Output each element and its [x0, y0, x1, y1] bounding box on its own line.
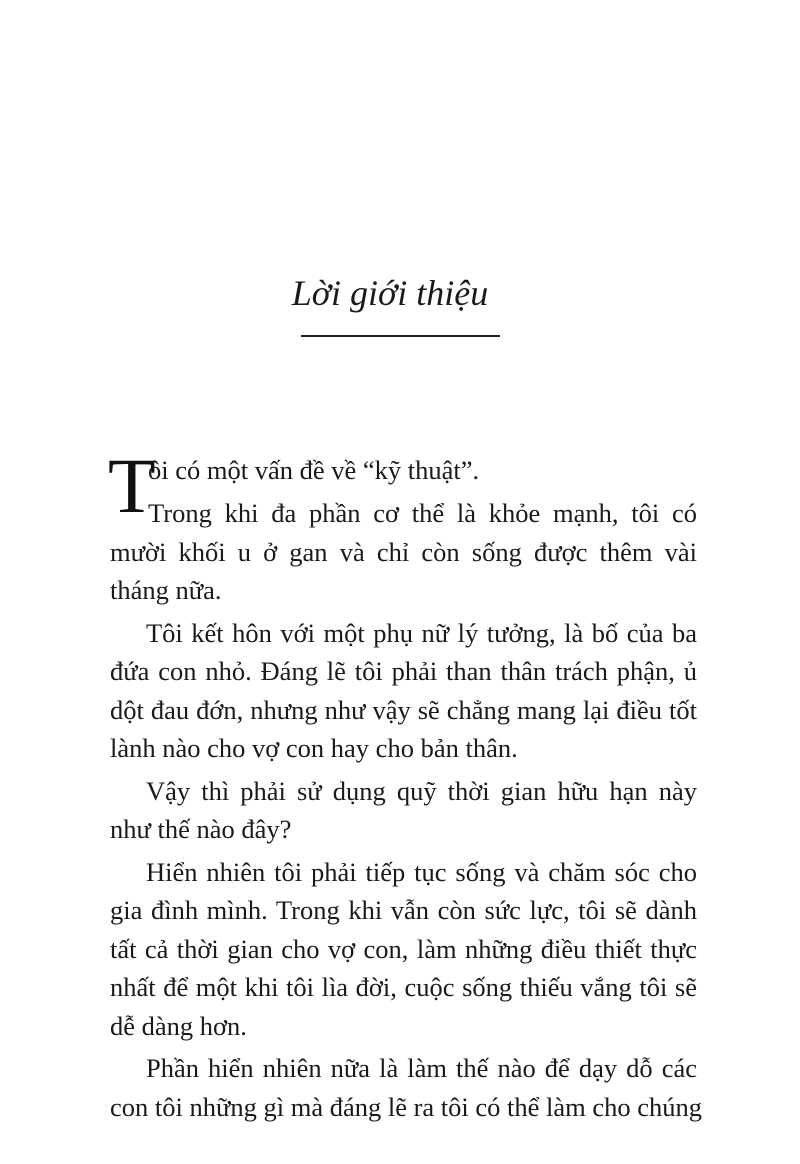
- text-line: Tôi kết hôn với một phụ nữ lý tưởng, là bố của ba: [146, 617, 697, 648]
- text-line: Trong khi đa phần cơ thể là khỏe mạnh, tôi có: [148, 498, 697, 528]
- paragraph-3: [110, 772, 697, 849]
- text-line: tháng nữa.: [110, 575, 222, 605]
- text-line: Vậy thì phải sử dụng quỹ thời gian hữu hạn này: [146, 775, 697, 806]
- text-line: đứa con nhỏ. Đáng lẽ tôi phải than thân trách phận, ủ: [110, 656, 697, 686]
- text-line: Phần hiển nhiên nữa là làm thế nào để dạy dỗ các: [146, 1053, 697, 1083]
- text-line: dột đau đớn, nhưng như vậy sẽ chẳng mang lại điều tốt: [110, 694, 697, 725]
- paragraph-2: [110, 614, 697, 768]
- text-line: tất cả thời gian cho vợ con, làm những điều thiết thực: [110, 933, 697, 964]
- text-line: lành nào cho vợ con hay cho bản thân.: [110, 733, 518, 763]
- text-line: gia đình mình. Trong khi vẫn còn sức lực, tôi sẽ dành: [110, 895, 697, 925]
- paragraph-5: [110, 1049, 703, 1126]
- text-line: con tôi những gì mà đáng lẽ ra tôi có thể làm cho chúng: [110, 1091, 703, 1122]
- text-line: Hiển nhiên tôi phải tiếp tục sống và chăm sóc cho: [146, 856, 697, 887]
- text-line: như thế nào đây?: [110, 814, 292, 844]
- paragraph-4: [110, 853, 697, 1046]
- text-line: nhất để một khi tôi lìa đời, cuộc sống thiếu vắng tôi sẽ: [110, 972, 697, 1002]
- chapter-title: Lời giới thiệu: [291, 273, 489, 313]
- drop-cap: T: [108, 442, 156, 529]
- title-underline-divider: [301, 335, 500, 337]
- text-line: ôi có một vấn đề về “kỹ thuật”.: [148, 455, 480, 485]
- text-line: dễ dàng hơn.: [110, 1010, 247, 1041]
- chapter-body: [108, 442, 703, 1130]
- paragraph-1: [108, 442, 697, 610]
- text-line: mười khối u ở gan và chỉ còn sống được thêm vài: [110, 536, 697, 567]
